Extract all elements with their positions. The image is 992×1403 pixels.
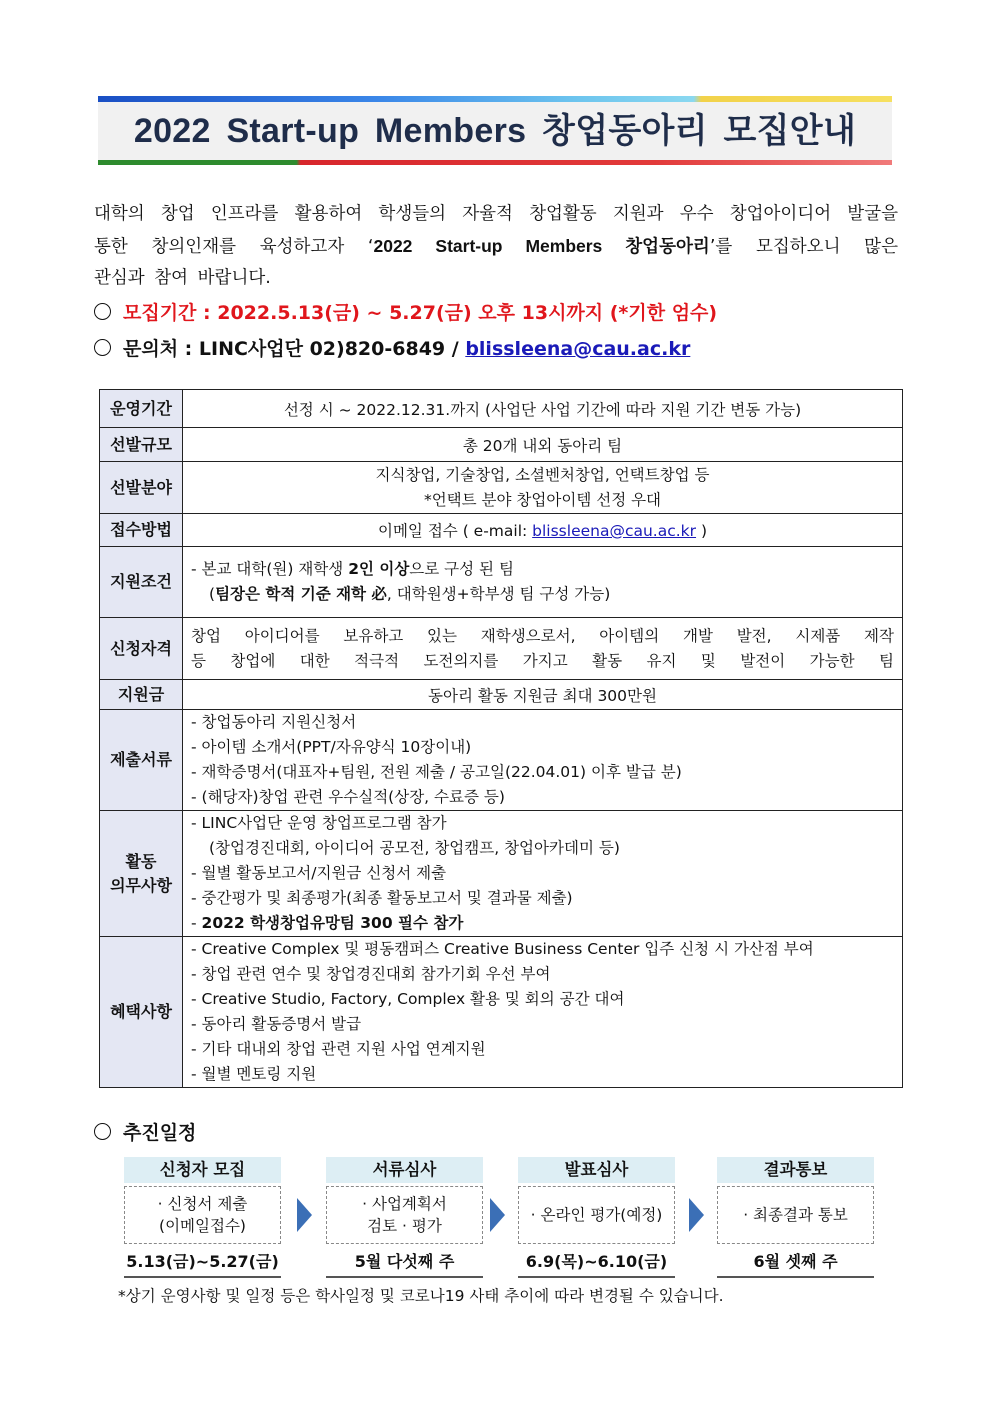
step-heading: 발표심사 bbox=[518, 1157, 675, 1183]
header-fund: 지원금 bbox=[100, 680, 183, 710]
step-heading: 결과통보 bbox=[717, 1157, 874, 1183]
intro-line-2 bbox=[94, 230, 898, 263]
value-scale: 총 20개 내외 동아리 팀 bbox=[183, 428, 903, 462]
benefit-item: - Creative Studio, Factory, Complex 활용 및 회의 공간 대여 bbox=[191, 990, 625, 1008]
header-condition: 지원조건 bbox=[100, 547, 183, 618]
step-detail bbox=[717, 1186, 874, 1244]
document-item: - (해당자)창업 관련 우수실적(상장, 수료증 등) bbox=[191, 788, 505, 806]
qualification-line-2: 등 창업에 대한 적극적 도전의지를 가지고 활동 유지 및 발전이 가능한 팀 bbox=[191, 651, 894, 670]
table-row bbox=[100, 390, 903, 428]
benefit-item: - 기타 대내외 창업 관련 지원 사업 연계지원 bbox=[191, 1040, 486, 1058]
intro-paragraph bbox=[94, 198, 898, 263]
schedule-step-3 bbox=[518, 1157, 675, 1279]
condition-l2-pre: ( bbox=[209, 585, 216, 603]
circle-bullet-icon bbox=[94, 1123, 111, 1140]
duty-item: - LINC사업단 운영 창업프로그램 참가 bbox=[191, 814, 447, 832]
schedule-title-text: 추진일정 bbox=[123, 1122, 197, 1144]
condition-l1-bold: 2인 이상 bbox=[348, 560, 410, 578]
header-scale: 선발규모 bbox=[100, 428, 183, 462]
step-detail-line: · 신청서 제출 bbox=[157, 1195, 248, 1213]
benefit-item: - 월별 멘토링 지원 bbox=[191, 1065, 317, 1083]
field-line-2: *언택트 분야 창업아이템 선정 우대 bbox=[423, 490, 662, 509]
step-date: 5월 다섯째 주 bbox=[326, 1248, 483, 1278]
field-line-1: 지식창업, 기술창업, 소셜벤처창업, 언택트창업 등 bbox=[375, 465, 710, 484]
step-detail-line: (이메일접수) bbox=[159, 1217, 246, 1235]
schedule-step-4 bbox=[717, 1157, 874, 1279]
contact-info bbox=[94, 334, 690, 361]
schedule-title bbox=[94, 1118, 196, 1145]
schedule-step-1 bbox=[124, 1157, 281, 1279]
document-item: - 아이템 소개서(PPT/자유양식 10장이내) bbox=[191, 738, 472, 756]
header-qualification: 신청자격 bbox=[100, 618, 183, 680]
step-detail bbox=[518, 1186, 675, 1244]
recruit-period-text: 모집기간 : 2022.5.13(금) ~ 5.27(금) 오후 13시까지 (*기한 엄수) bbox=[123, 302, 718, 324]
method-pre: 이메일 접수 ( e-mail: bbox=[377, 522, 533, 540]
document-item: - 창업동아리 지원신청서 bbox=[191, 713, 357, 731]
intro-line-2-post: ’를 모집하오니 많은 bbox=[709, 237, 898, 257]
title-bottom-stripe bbox=[98, 160, 892, 165]
recruit-period bbox=[94, 298, 717, 325]
header-field: 선발분야 bbox=[100, 462, 183, 514]
intro-line-3: 관심과 참여 바랍니다. bbox=[94, 268, 271, 288]
table-row bbox=[100, 462, 903, 514]
table-row bbox=[100, 618, 903, 680]
table-row bbox=[100, 710, 903, 811]
intro-line-1: 대학의 창업 인프라를 활용하여 학생들의 자율적 창업활동 지원과 우수 창업아이디어 발굴을 bbox=[94, 204, 898, 224]
step-date: 6월 셋째 주 bbox=[717, 1248, 874, 1278]
header-op-period: 운영기간 bbox=[100, 390, 183, 428]
step-detail-line: 검토 · 평가 bbox=[367, 1217, 442, 1235]
header-benefits: 혜택사항 bbox=[100, 937, 183, 1088]
step-detail-line: · 온라인 평가(예정) bbox=[530, 1206, 663, 1224]
duties-header-1: 활동 bbox=[125, 851, 157, 871]
page-title: 2022 Start-up Members 창업동아리 모집안내 bbox=[133, 112, 857, 150]
contact-text: 문의처 : LINC사업단 02)820-6849 / bbox=[123, 338, 466, 360]
duty-item: - 월별 활동보고서/지원금 신청서 제출 bbox=[191, 864, 447, 882]
table-row bbox=[100, 680, 903, 710]
step-heading: 신청자 모집 bbox=[124, 1157, 281, 1183]
duties-header-2: 의무사항 bbox=[110, 875, 172, 895]
value-field bbox=[183, 462, 903, 514]
duty-bold-text: 2022 학생창업유망팀 300 필수 참가 bbox=[201, 914, 464, 932]
header-duties bbox=[100, 811, 183, 937]
benefit-item: - 창업 관련 연수 및 창업경진대회 참가기회 우선 부여 bbox=[191, 965, 551, 983]
duty-item: - 중간평가 및 최종평가(최종 활동보고서 및 결과물 제출) bbox=[191, 889, 573, 907]
value-op-period: 선정 시 ~ 2022.12.31.까지 (사업단 사업 기간에 따라 지원 기간 변동 가능) bbox=[183, 390, 903, 428]
arrow-right-icon bbox=[689, 1198, 704, 1232]
qualification-line-1: 창업 아이디어를 보유하고 있는 재학생으로서, 아이템의 개발 발전, 시제품 제작 bbox=[191, 626, 894, 645]
condition-l1-post: 으로 구성 된 팀 bbox=[409, 560, 514, 578]
step-heading: 서류심사 bbox=[326, 1157, 483, 1183]
value-method bbox=[183, 514, 903, 547]
value-duties bbox=[183, 811, 903, 937]
intro-line-2-bold: 2022 Start-up Members 창업동아리 bbox=[373, 236, 710, 256]
value-condition bbox=[183, 547, 903, 618]
duty-item-bold bbox=[191, 911, 894, 936]
circle-bullet-icon bbox=[94, 303, 111, 320]
duty-item: (창업경진대회, 아이디어 공모전, 창업캠프, 창업아카데미 등) bbox=[209, 839, 620, 857]
condition-line-2 bbox=[191, 582, 894, 607]
intro-line-2-pre: 통한 창의인재를 육성하고자 ‘ bbox=[94, 237, 374, 257]
title-banner bbox=[98, 96, 892, 166]
table-row bbox=[100, 514, 903, 547]
table-row bbox=[100, 428, 903, 462]
arrow-right-icon bbox=[297, 1198, 312, 1232]
value-benefits bbox=[183, 937, 903, 1088]
value-documents bbox=[183, 710, 903, 811]
method-post: ) bbox=[696, 522, 708, 540]
step-date: 5.13(금)~5.27(금) bbox=[124, 1248, 281, 1278]
step-detail bbox=[124, 1186, 281, 1244]
schedule-step-2 bbox=[326, 1157, 483, 1279]
header-documents: 제출서류 bbox=[100, 710, 183, 811]
step-detail bbox=[326, 1186, 483, 1244]
circle-bullet-icon bbox=[94, 339, 111, 356]
duty-bold-dash: - bbox=[191, 914, 202, 932]
info-table bbox=[99, 389, 903, 1088]
step-detail-line: · 최종결과 통보 bbox=[743, 1206, 848, 1224]
value-fund: 동아리 활동 지원금 최대 300만원 bbox=[183, 680, 903, 710]
condition-l1-pre: - 본교 대학(원) 재학생 bbox=[191, 560, 349, 578]
step-date: 6.9(목)~6.10(금) bbox=[518, 1248, 675, 1278]
footnote: *상기 운영사항 및 일정 등은 학사일정 및 코로나19 사태 추이에 따라 변경될 수 있습니다. bbox=[118, 1287, 724, 1305]
table-row bbox=[100, 937, 903, 1088]
benefit-item: - Creative Complex 및 평동캠퍼스 Creative Business Center 입주 신청 시 가산점 부여 bbox=[191, 940, 814, 958]
condition-l2-bold: 팀장은 학적 기준 재학 必 bbox=[215, 585, 387, 603]
benefit-item: - 동아리 활동증명서 발급 bbox=[191, 1015, 362, 1033]
table-row bbox=[100, 811, 903, 937]
table-row bbox=[100, 547, 903, 618]
arrow-right-icon bbox=[490, 1198, 505, 1232]
value-qualification bbox=[183, 618, 903, 680]
step-detail-line: · 사업계획서 bbox=[362, 1195, 447, 1213]
condition-l2-post: , 대학원생+학부생 팀 구성 가능) bbox=[386, 585, 611, 603]
contact-email-link[interactable]: blissleena@cau.ac.kr bbox=[465, 338, 691, 360]
condition-line-1 bbox=[191, 557, 894, 582]
header-method: 접수방법 bbox=[100, 514, 183, 547]
document-item: - 재학증명서(대표자+팀원, 전원 제출 / 공고일(22.04.01) 이후 발급 분) bbox=[191, 763, 682, 781]
method-email-link[interactable]: blissleena@cau.ac.kr bbox=[532, 522, 697, 540]
